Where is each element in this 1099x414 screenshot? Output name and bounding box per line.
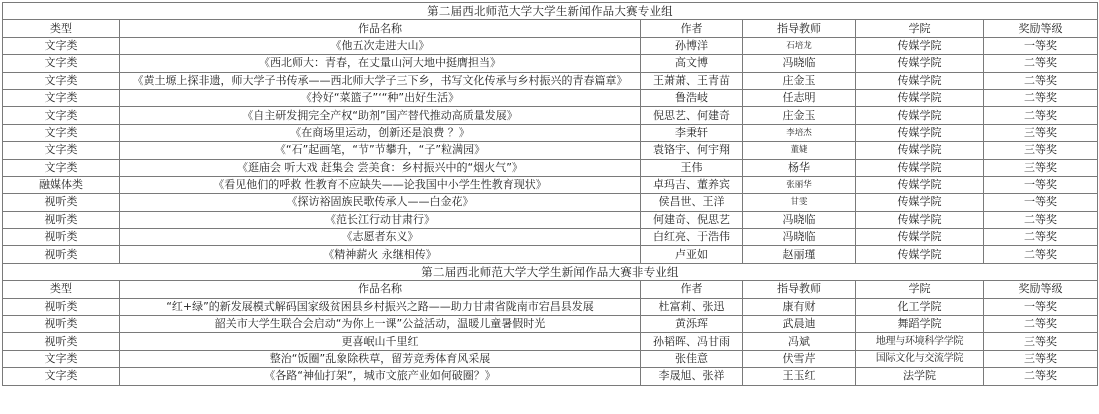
- author-cell: 李秉轩: [641, 124, 743, 141]
- column-header: 类型: [3, 281, 120, 298]
- table-row: [3, 211, 1098, 228]
- advisor-cell: 庄金玉: [743, 72, 856, 89]
- work-title-cell: 《逛庙会 听大戏 赶集会 尝美食：乡村振兴中的“烟火气”》: [120, 159, 641, 176]
- award-cell: 三等奖: [984, 350, 1098, 367]
- column-header: 指导教师: [743, 281, 856, 298]
- table-row: [3, 298, 1098, 315]
- college-cell: 传媒学院: [856, 159, 984, 176]
- award-cell: 三等奖: [984, 159, 1098, 176]
- author-cell: 李晟旭、张祥: [641, 368, 743, 385]
- column-header: 作者: [641, 281, 743, 298]
- type-cell: 视听类: [3, 246, 120, 263]
- work-title-cell: 韶关市大学生联合会启动“为你上一课”公益活动，温暖儿童暑假时光: [120, 316, 641, 333]
- work-title-cell: 《范长江行动甘肃行》: [120, 211, 641, 228]
- author-cell: 王伟: [641, 159, 743, 176]
- author-cell: 孙博洋: [641, 37, 743, 54]
- column-header: 类型: [3, 20, 120, 37]
- table-row: [3, 142, 1098, 159]
- author-cell: 倪思艺、何建奇: [641, 107, 743, 124]
- type-cell: 文字类: [3, 350, 120, 367]
- award-list: [2, 2, 1097, 386]
- award-cell: 一等奖: [984, 194, 1098, 211]
- college-cell: 传媒学院: [856, 72, 984, 89]
- award-cell: 一等奖: [984, 298, 1098, 315]
- type-cell: 文字类: [3, 55, 120, 72]
- type-cell: 文字类: [3, 124, 120, 141]
- type-cell: 视听类: [3, 333, 120, 350]
- author-cell: 王萧萧、王青苗: [641, 72, 743, 89]
- advisor-cell: 赵丽瑾: [743, 246, 856, 263]
- college-cell: 传媒学院: [856, 89, 984, 106]
- award-table: [2, 2, 1098, 386]
- award-cell: 二等奖: [984, 246, 1098, 263]
- college-cell: 化工学院: [856, 298, 984, 315]
- college-cell: 法学院: [856, 368, 984, 385]
- section-title: 第二届西北师范大学大学生新闻作品大赛专业组: [3, 3, 1098, 20]
- column-header: 奖励等级: [984, 20, 1098, 37]
- column-header: 奖励等级: [984, 281, 1098, 298]
- work-title-cell: “红+绿”的新发展模式解码国家级贫困县乡村振兴之路——助力甘肃省陇南市宕昌县发展: [120, 298, 641, 315]
- author-cell: 卓玛吉、董养宾: [641, 176, 743, 193]
- advisor-cell: 冯斌: [743, 333, 856, 350]
- type-cell: 视听类: [3, 298, 120, 315]
- type-cell: 文字类: [3, 107, 120, 124]
- type-cell: 文字类: [3, 72, 120, 89]
- table-row: [3, 246, 1098, 263]
- author-cell: 鲁浩岐: [641, 89, 743, 106]
- table-row: [3, 194, 1098, 211]
- table-row: [3, 176, 1098, 193]
- table-row: [3, 37, 1098, 54]
- type-cell: 文字类: [3, 89, 120, 106]
- type-cell: 视听类: [3, 316, 120, 333]
- work-title-cell: 《自主研发拥完全产权“助剂”国产替代推动高质量发展》: [120, 107, 641, 124]
- author-cell: 袁铬宇、何宇翔: [641, 142, 743, 159]
- header-row: [3, 281, 1098, 298]
- college-cell: 传媒学院: [856, 55, 984, 72]
- college-cell: 国际文化与交流学院: [856, 350, 984, 367]
- work-title-cell: 《他五次走进大山》: [120, 37, 641, 54]
- type-cell: 融媒体类: [3, 176, 120, 193]
- section-title-row: [3, 263, 1098, 280]
- table-row: [3, 89, 1098, 106]
- section-title-row: [3, 3, 1098, 20]
- work-title-cell: 《西北师大：青春，在丈量山河大地中挺膺担当》: [120, 55, 641, 72]
- author-cell: 孙韬晖、冯甘雨: [641, 333, 743, 350]
- advisor-cell: 康有财: [743, 298, 856, 315]
- header-row: [3, 20, 1098, 37]
- table-body: [3, 3, 1098, 386]
- work-title-cell: 《黄土塬上探非遗，师大学子书传承——西北师大学子三下乡，书写文化传承与乡村振兴的青春篇章》: [120, 72, 641, 89]
- table-row: [3, 368, 1098, 385]
- college-cell: 传媒学院: [856, 176, 984, 193]
- type-cell: 文字类: [3, 159, 120, 176]
- column-header: 学院: [856, 20, 984, 37]
- author-cell: 侯昌世、王洋: [641, 194, 743, 211]
- award-cell: 二等奖: [984, 368, 1098, 385]
- advisor-cell: 冯晓临: [743, 211, 856, 228]
- author-cell: 何建奇、倪思艺: [641, 211, 743, 228]
- advisor-cell: 庄金玉: [743, 107, 856, 124]
- college-cell: 传媒学院: [856, 229, 984, 246]
- award-cell: 二等奖: [984, 89, 1098, 106]
- work-title-cell: 《在商场里运动，创新还是浪费 ？》: [120, 124, 641, 141]
- column-header: 作者: [641, 20, 743, 37]
- work-title-cell: 《拎好“菜篮子”‘“种”出好生活》: [120, 89, 641, 106]
- award-cell: 二等奖: [984, 211, 1098, 228]
- college-cell: 传媒学院: [856, 246, 984, 263]
- table-row: [3, 107, 1098, 124]
- table-row: [3, 124, 1098, 141]
- work-title-cell: 整治“饭圈”乱象除秩草，留芳竞秀体育风采展: [120, 350, 641, 367]
- advisor-cell: 王玉红: [743, 368, 856, 385]
- college-cell: 地理与环境科学学院: [856, 333, 984, 350]
- college-cell: 传媒学院: [856, 124, 984, 141]
- advisor-cell: 伏雪芹: [743, 350, 856, 367]
- table-row: [3, 350, 1098, 367]
- author-cell: 黄泺珲: [641, 316, 743, 333]
- author-cell: 卢亚如: [641, 246, 743, 263]
- advisor-cell: 任志明: [743, 89, 856, 106]
- table-row: [3, 316, 1098, 333]
- advisor-cell: 武晨迪: [743, 316, 856, 333]
- college-cell: 传媒学院: [856, 194, 984, 211]
- work-title-cell: 更喜岷山千里红: [120, 333, 641, 350]
- advisor-cell: 甘雯: [743, 194, 856, 211]
- column-header: 作品名称: [120, 20, 641, 37]
- section-title: 第二届西北师范大学大学生新闻作品大赛非专业组: [3, 263, 1098, 280]
- award-cell: 三等奖: [984, 142, 1098, 159]
- award-cell: 二等奖: [984, 229, 1098, 246]
- college-cell: 传媒学院: [856, 211, 984, 228]
- college-cell: 传媒学院: [856, 107, 984, 124]
- type-cell: 视听类: [3, 211, 120, 228]
- type-cell: 视听类: [3, 229, 120, 246]
- college-cell: 传媒学院: [856, 142, 984, 159]
- table-row: [3, 55, 1098, 72]
- type-cell: 文字类: [3, 37, 120, 54]
- advisor-cell: 张丽华: [743, 176, 856, 193]
- college-cell: 舞蹈学院: [856, 316, 984, 333]
- advisor-cell: 冯晓临: [743, 229, 856, 246]
- table-row: [3, 229, 1098, 246]
- work-title-cell: 《志愿者东义》: [120, 229, 641, 246]
- table-row: [3, 72, 1098, 89]
- award-cell: 三等奖: [984, 333, 1098, 350]
- award-cell: 二等奖: [984, 55, 1098, 72]
- advisor-cell: 冯晓临: [743, 55, 856, 72]
- college-cell: 传媒学院: [856, 37, 984, 54]
- work-title-cell: 《看见他们的呼救 性教育不应缺失——论我国中小学生性教育现状》: [120, 176, 641, 193]
- author-cell: 张佳意: [641, 350, 743, 367]
- table-row: [3, 333, 1098, 350]
- author-cell: 白红亮、于浩伟: [641, 229, 743, 246]
- award-cell: 三等奖: [984, 124, 1098, 141]
- author-cell: 杜富莉、张迅: [641, 298, 743, 315]
- award-cell: 一等奖: [984, 37, 1098, 54]
- type-cell: 文字类: [3, 142, 120, 159]
- column-header: 作品名称: [120, 281, 641, 298]
- award-cell: 二等奖: [984, 72, 1098, 89]
- advisor-cell: 石培龙: [743, 37, 856, 54]
- advisor-cell: 董婕: [743, 142, 856, 159]
- column-header: 指导教师: [743, 20, 856, 37]
- work-title-cell: 《各路“神仙打架”，城市文旅产业如何破圈？》: [120, 368, 641, 385]
- award-cell: 一等奖: [984, 176, 1098, 193]
- column-header: 学院: [856, 281, 984, 298]
- work-title-cell: 《精神薪火 永继相传》: [120, 246, 641, 263]
- work-title-cell: 《“石”起画笔，“节”节攀升，“子”粒满园》: [120, 142, 641, 159]
- award-cell: 二等奖: [984, 107, 1098, 124]
- advisor-cell: 杨华: [743, 159, 856, 176]
- award-cell: 二等奖: [984, 316, 1098, 333]
- type-cell: 文字类: [3, 368, 120, 385]
- table-row: [3, 159, 1098, 176]
- author-cell: 高文博: [641, 55, 743, 72]
- type-cell: 视听类: [3, 194, 120, 211]
- work-title-cell: 《探访裕固族民歌传承人——白金花》: [120, 194, 641, 211]
- advisor-cell: 李培杰: [743, 124, 856, 141]
